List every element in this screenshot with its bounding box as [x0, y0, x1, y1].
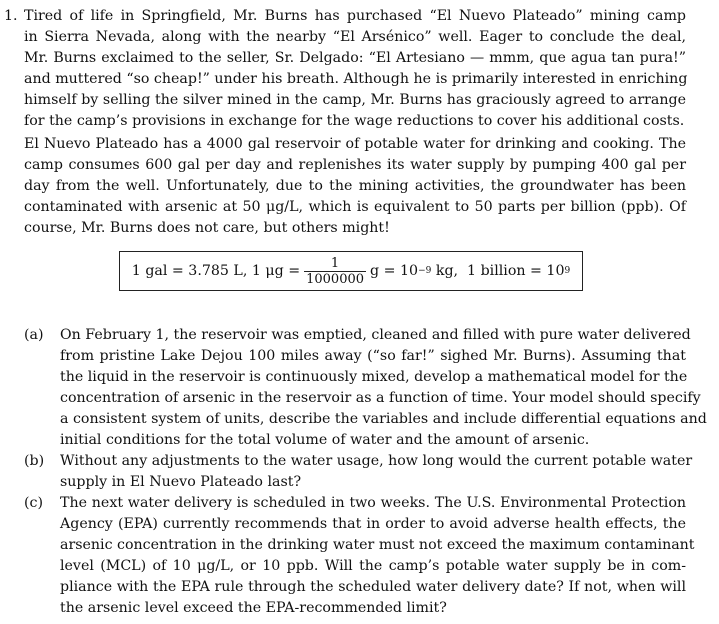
context-line: day from the well. Unfortunately, due to the mining activities, the groundwater has been [24, 178, 686, 194]
intro-line: for the camp’s provisions in exchange for the wage reductions to cover his additional costs. [24, 113, 685, 129]
intro-line: Mr. Burns exclaimed to the seller, Sr. Delgado: “El Artesiano — mmm, que agua tan pura!” [24, 50, 686, 66]
intro-line: in Sierra Nevada, along with the nearby “El Arsénico” well. Eager to conclude the deal, [24, 29, 686, 45]
context-line: contaminated with arsenic at 50 μg/L, which is equivalent to 50 parts per billion (ppb). Of [24, 199, 686, 215]
part-line: Without any adjustments to the water usage, how long would the current potable water [60, 453, 693, 469]
formula-text: g = 10 [370, 263, 419, 279]
part-body [60, 493, 695, 619]
context-line: El Nuevo Plateado has a 4000 gal reservoir of potable water for drinking and cooking. The [24, 136, 686, 152]
part-line: level (MCL) of 10 μg/L, or 10 ppb. Will the camp’s potable water supply be in com- [60, 558, 686, 574]
intro-line: Tired of life in Springfield, Mr. Burns has purchased “El Nuevo Plateado” mining camp [24, 8, 686, 24]
unit-conversion-box [119, 251, 583, 291]
part-line: the arsenic level exceed the EPA-recommended limit? [60, 600, 447, 616]
part-body [60, 325, 707, 451]
part-line: arsenic concentration in the drinking water must not exceed the maximum contaminant [60, 537, 695, 553]
intro-paragraph [24, 6, 686, 132]
fraction [304, 256, 366, 287]
part-label: (b) [24, 453, 45, 469]
part-line: concentration of arsenic in the reservoir as a function of time. Your model should specify [60, 390, 701, 406]
exponent: −9 [418, 266, 432, 276]
part-line: initial conditions for the total volume of water and the amount of arsenic. [60, 432, 590, 448]
fraction-denominator: 1000000 [306, 271, 365, 287]
part-line: The next water delivery is scheduled in two weeks. The U.S. Environmental Protection [60, 495, 686, 511]
intro-line: himself by selling the silver mined in the camp, Mr. Burns has graciously agreed to arrange [24, 92, 686, 108]
part-line: Agency (EPA) currently recommends that in order to avoid adverse health effects, the [60, 516, 686, 532]
part-line: On February 1, the reservoir was emptied, cleaned and filled with pure water delivered [60, 327, 691, 343]
fraction-numerator: 1 [330, 255, 340, 271]
context-line: course, Mr. Burns does not care, but others might! [24, 220, 390, 236]
part-line: from pristine Lake Dejou 100 miles away (“so far!” sighed Mr. Burns). Assuming that [60, 348, 686, 364]
part-label: (c) [24, 495, 44, 511]
formula-text: kg, 1 billion = 10 [431, 263, 565, 279]
formula-text: 1 gal = 3.785 L, 1 μg = [131, 263, 301, 279]
exponent: 9 [564, 266, 571, 276]
part-line: pliance with the EPA rule through the scheduled water delivery date? If not, when will [60, 579, 686, 595]
part-label: (a) [24, 327, 44, 343]
part-line: a consistent system of units, describe the variables and include differential equations and [60, 411, 707, 427]
part-line: the liquid in the reservoir is continuously mixed, develop a mathematical model for the [60, 369, 688, 385]
problem-number: 1. [4, 8, 18, 24]
intro-line: and muttered “so cheap!” under his breath. Although he is primarily interested in enriching [24, 71, 688, 87]
context-line: camp consumes 600 gal per day and replenishes its water supply by pumping 400 gal per [24, 157, 686, 173]
context-paragraph [24, 134, 686, 239]
part-body [60, 451, 693, 493]
part-line: supply in El Nuevo Plateado last? [60, 474, 302, 490]
